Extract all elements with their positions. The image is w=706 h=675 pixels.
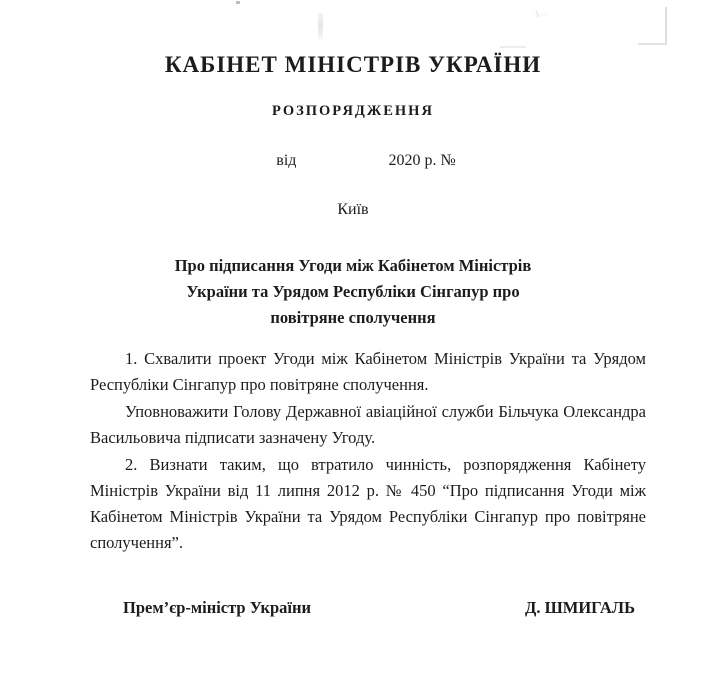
- paragraph: 1. Схвалити проект Угоди між Кабінетом Міністрів України та Урядом Республіки Сінгапур про повітряне сполучення.: [90, 349, 646, 394]
- date-year-number: 2020 р. №: [388, 152, 456, 169]
- date-line: [13, 151, 706, 171]
- org-name: КАБІНЕТ МІНІСТРІВ УКРАЇНИ: [164, 52, 542, 77]
- doc-title-line: України та Урядом Республіки Сінгапур про: [186, 282, 520, 301]
- doc-title-line: повітряне сполучення: [270, 308, 436, 327]
- city-label: Київ: [337, 201, 369, 218]
- scan-artifact-smudge: [318, 13, 323, 39]
- doc-body: [90, 346, 646, 556]
- doc-title: [0, 253, 706, 331]
- scan-artifact-speck: [236, 1, 240, 4]
- signer-position: Прем’єр-міністр України: [123, 598, 312, 617]
- signer-name: Д. ШМИГАЛЬ: [525, 598, 635, 617]
- paragraph: Уповноважити Голову Державної авіаційної служби Більчука Олександра Васильовича підписати зазначену Угоду.: [90, 402, 646, 447]
- date-prefix: від: [276, 152, 297, 169]
- scan-artifact-speck: [500, 46, 526, 48]
- signature-row: [123, 598, 635, 617]
- doc-title-line: Про підписання Угоди між Кабінетом Міністрів: [174, 256, 532, 275]
- doc-type-label: РОЗПОРЯДЖЕННЯ: [272, 103, 434, 119]
- paragraph: 2. Визнати таким, що втратило чинність, розпорядження Кабінету Міністрів України від 11 липня 2012 р. № 450 “Про підписання Угоди між Кабінетом Міністрів України та Урядом Республіки Сінгапур про повітряне сполучення”.: [90, 455, 646, 552]
- scan-artifact-corner: [638, 7, 667, 45]
